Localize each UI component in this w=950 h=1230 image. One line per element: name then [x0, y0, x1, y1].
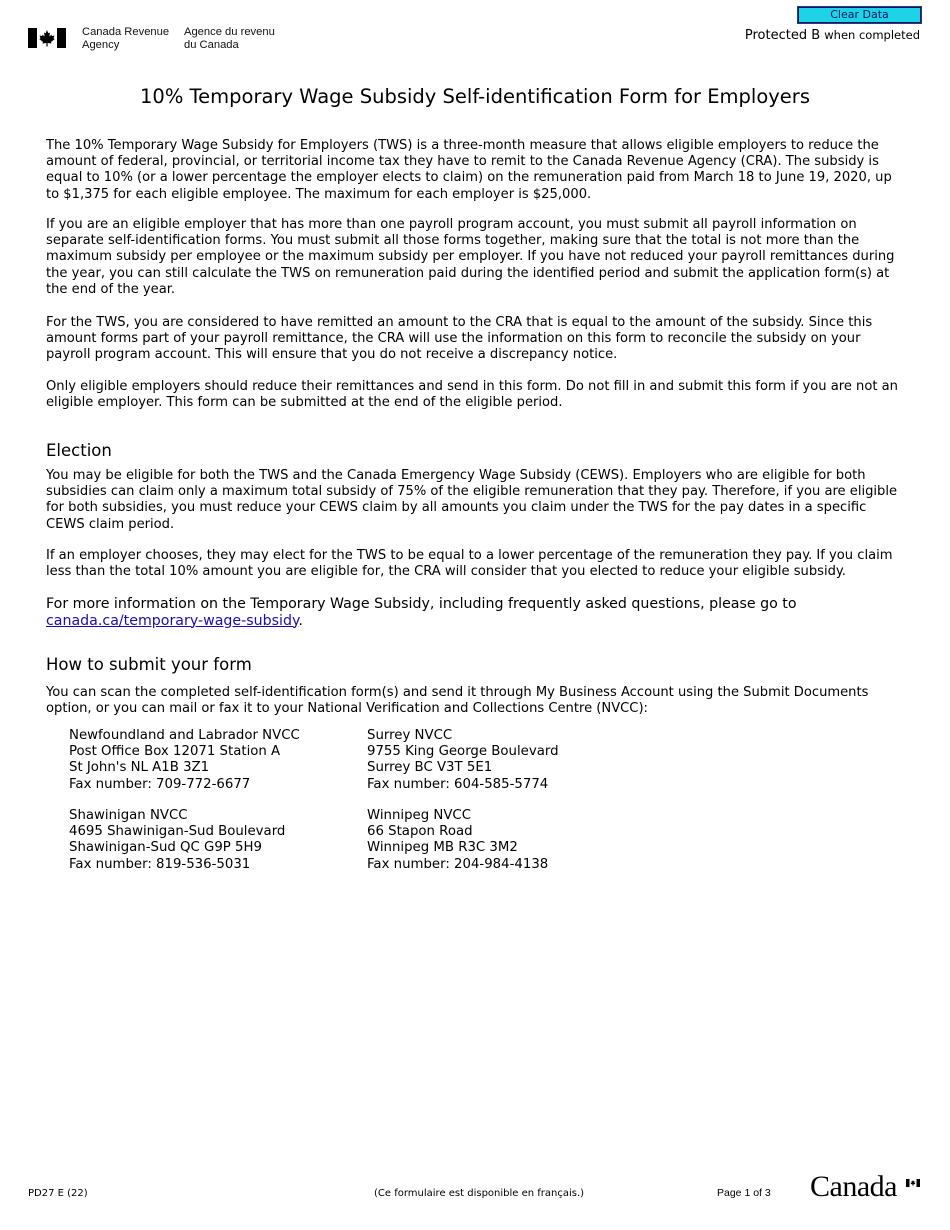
office-address-line1: 4695 Shawinigan-Sud Boulevard [69, 824, 286, 840]
intro-paragraph-2: If you are an eligible employer that has more than one payroll program account, you must submit all payroll information on separate self-identification forms. You must submit all those forms together, making sure that the total is not more than the maximum subsidy per employee or the maximum subsidy per employer. If you have not reduced your payroll remittances during the year, you can still calculate the TWS on remuneration paid during the identified period and submit the application form(s) at the end of the year. [46, 217, 895, 297]
election-paragraph-1: You may be eligible for both the TWS and the Canada Emergency Wage Subsidy (CEWS). Employers who are eligible for both subsidies can claim only a maximum total subsidy of 75% of the eligible remuneration that they pay. Therefore, if you are eligible for both subsidies, you must reduce your CEWS claim by all amounts you claim under the TWS for the pay dates in a specific CEWS claim period. [46, 468, 898, 532]
agency-fr-line2: du Canada [184, 39, 239, 51]
agency-en-line1: Canada Revenue [82, 26, 170, 38]
tws-link[interactable]: canada.ca/temporary-wage-subsidy [46, 612, 299, 629]
intro-paragraph-4: Only eligible employers should reduce their remittances and send in this form. Do not fill in and submit this form if you are not an eligible employer. This form can be submitted at the end of the eligible period. [46, 379, 898, 411]
office-surrey [367, 728, 559, 793]
agency-name-english [82, 26, 169, 52]
page-number: Page 1 of 3 [717, 1187, 771, 1199]
french-availability-note: (Ce formulaire est disponible en français.) [374, 1188, 585, 1199]
office-fax: Fax number: 819-536-5031 [69, 856, 251, 872]
intro-paragraph-3: For the TWS, you are considered to have remitted an amount to the CRA that is equal to the amount of the subsidy. Since this amount forms part of your payroll remittance, the CRA will use the information on this form to reconcile the subsidy on your payroll program account. This will ensure that you do not receive a discrepancy notice. [46, 315, 873, 363]
office-name: Surrey NVCC [367, 728, 453, 743]
protected-suffix: when completed [824, 28, 920, 42]
agency-en-line2: Agency [82, 39, 120, 51]
more-info-text [46, 596, 908, 629]
wordmark-flag-icon [906, 1172, 920, 1180]
office-address-line2: Winnipeg MB R3C 3M2 [367, 840, 518, 856]
submit-paragraph: You can scan the completed self-identification form(s) and send it through My Business Account using the Submit Documents option, or you can mail or fax it to your National Verification and Collections Centre (NVCC): [46, 685, 869, 717]
office-name: Winnipeg NVCC [367, 808, 471, 823]
more-info-suffix: . [298, 612, 303, 629]
office-address-line2: Surrey BC V3T 5E1 [367, 760, 493, 776]
office-fax: Fax number: 604-585-5774 [367, 776, 549, 792]
government-flag-icon [28, 28, 66, 48]
office-name: Shawinigan NVCC [69, 808, 188, 823]
agency-fr-line1: Agence du revenu [184, 26, 275, 38]
office-address-line2: St John's NL A1B 3Z1 [69, 760, 210, 776]
office-fax: Fax number: 204-984-4138 [367, 856, 549, 872]
office-newfoundland [69, 728, 300, 793]
form-identifier: PD27 E (22) [28, 1188, 88, 1199]
agency-name-french [184, 26, 275, 52]
office-address-line2: Shawinigan-Sud QC G9P 5H9 [69, 840, 262, 856]
office-address-line1: 66 Stapon Road [367, 824, 473, 840]
canada-wordmark: Canada [810, 1170, 897, 1203]
election-heading: Election [46, 441, 112, 460]
intro-paragraph-1: The 10% Temporary Wage Subsidy for Employers (TWS) is a three-month measure that allows eligible employers to reduce the amount of federal, provincial, or territorial income tax they have to remit to the Canada Revenue Agency (CRA). The subsidy is equal to 10% (or a lower percentage the employer elects to claim) on the remuneration paid from March 18 to June 19, 2020, up to $1,375 for each eligible employee. The maximum for each employer is $25,000. [46, 138, 892, 202]
clear-data-button[interactable]: Clear Data [797, 6, 922, 24]
office-shawinigan [69, 808, 285, 873]
protected-b-notice [745, 28, 920, 43]
office-address-line1: Post Office Box 12071 Station A [69, 744, 281, 760]
office-fax: Fax number: 709-772-6677 [69, 776, 251, 792]
office-address-line1: 9755 King George Boulevard [367, 744, 559, 760]
submit-heading: How to submit your form [46, 655, 252, 674]
office-winnipeg [367, 808, 548, 873]
election-paragraph-2: If an employer chooses, they may elect for the TWS to be equal to a lower percentage of the remuneration they pay. If you claim less than the total 10% amount you are eligible for, the CRA will consider that you elected to reduce your eligible subsidy. [46, 548, 893, 580]
office-name: Newfoundland and Labrador NVCC [69, 728, 300, 743]
protected-label: Protected B [744, 28, 821, 43]
page-title: 10% Temporary Wage Subsidy Self-identification Form for Employers [140, 85, 810, 108]
more-info-prefix: For more information on the Temporary Wage Subsidy, including frequently asked questions, please go to [46, 596, 797, 612]
